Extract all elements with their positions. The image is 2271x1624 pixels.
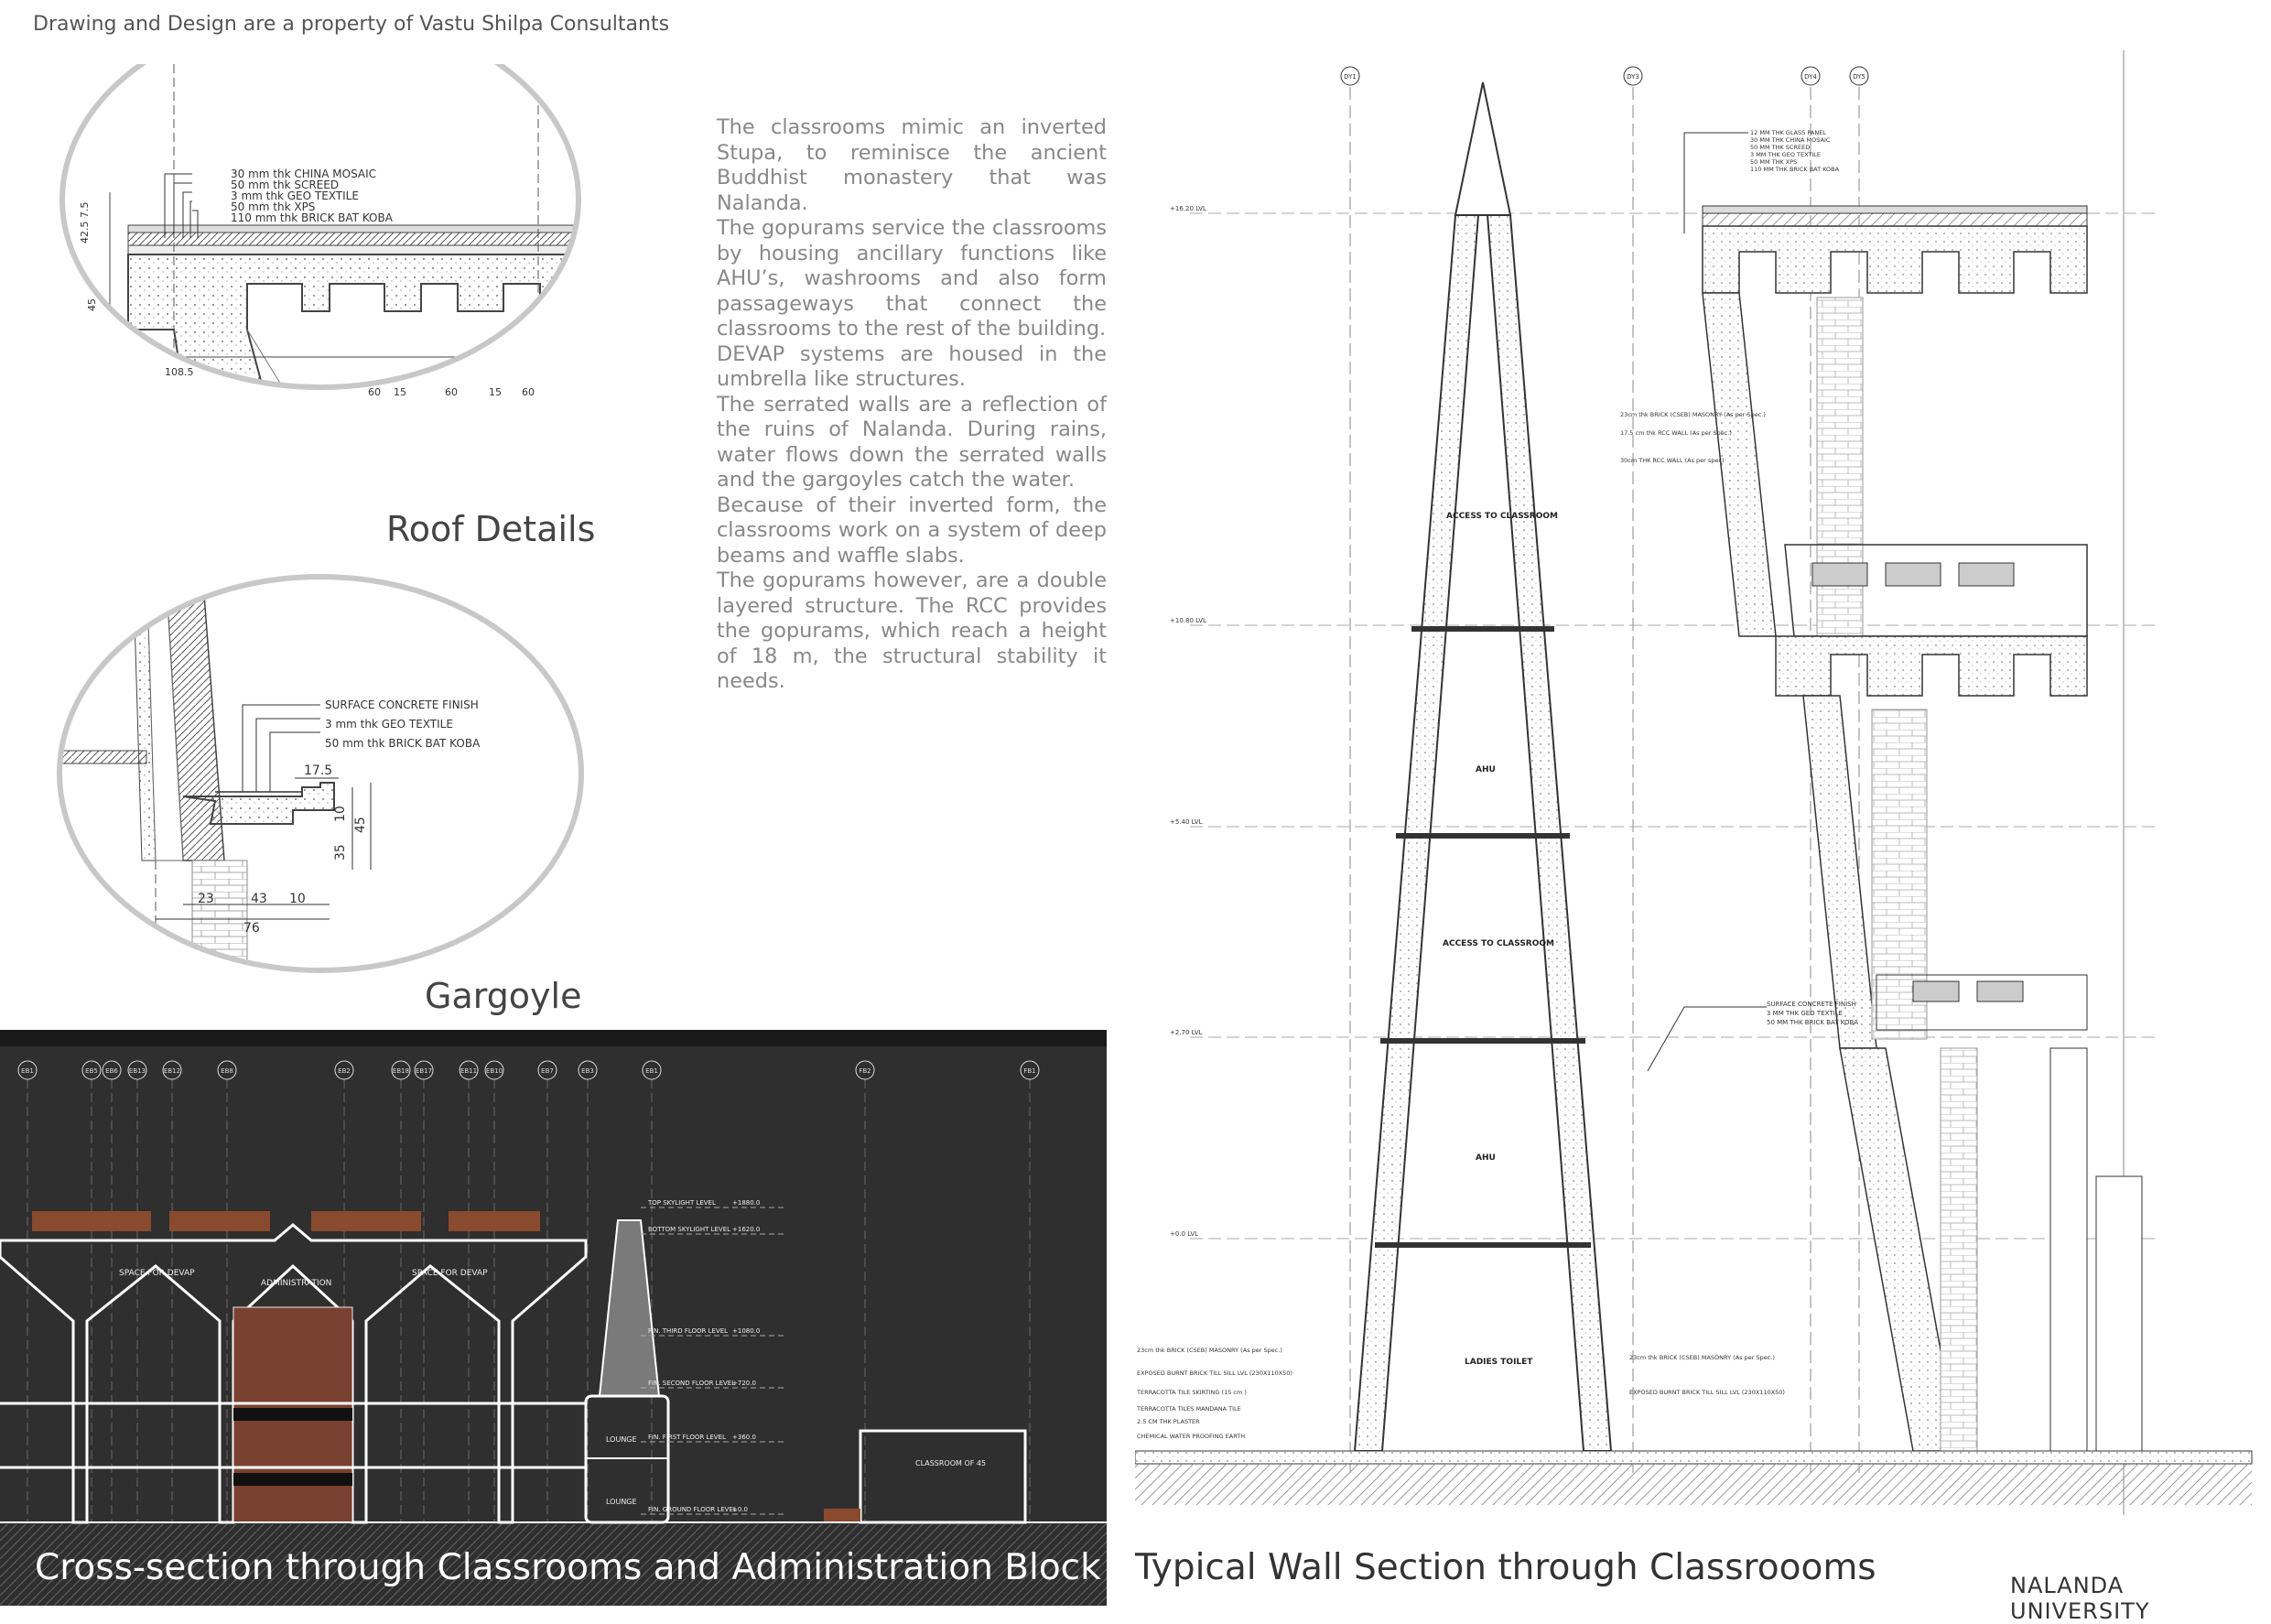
- room-label: SPACE FOR DEVAP: [119, 1269, 195, 1278]
- level-label: FIN. THIRD FLOOR LEVEL: [648, 1327, 729, 1335]
- roof-dim: 60: [368, 386, 381, 398]
- wall-note: SURFACE CONCRETE FINISH: [1767, 1001, 1856, 1008]
- grid-bubble-label: DY4: [1804, 73, 1817, 81]
- wall-note: 50 MM THK BRICK BAT KOBA: [1767, 1019, 1859, 1026]
- university-name: NALANDA UNIVERSITY: [2010, 1573, 2150, 1624]
- gargoyle-dim: 10: [289, 892, 306, 906]
- gargoyle-dim: 43: [251, 892, 267, 906]
- cross-section-caption: Cross-section through Classrooms and Administration Block: [35, 1547, 1101, 1588]
- grid-bubble-label: EB10: [485, 1067, 503, 1075]
- wall-note: 50 MM THK XPS: [1750, 158, 1798, 166]
- roof-details-title: Roof Details: [386, 509, 596, 549]
- grid-bubble-label: EB6: [105, 1067, 118, 1075]
- roof-dim: 15: [394, 386, 406, 398]
- wall-note: 30 MM THK CHINA MOSAIC: [1750, 136, 1831, 144]
- wall-note: 23cm thk BRICK (CSEB) MASONRY (As per Spec.): [1629, 1354, 1775, 1361]
- grid-bubble-label: DY5: [1853, 73, 1865, 81]
- grid-bubble-label: EB7: [541, 1067, 554, 1075]
- panel-top-bar: [0, 1030, 1107, 1046]
- level-tags: [1170, 205, 1206, 1238]
- level-label: TOP SKYLIGHT LEVEL: [648, 1199, 716, 1207]
- gargoyle-drawing: [27, 558, 595, 989]
- gargoyle-title: Gargoyle: [425, 976, 582, 1016]
- description-paragraph: The classrooms mimic an inverted Stupa, to reminisce the ancient Buddhist monastery that was Nalanda.: [717, 115, 1107, 215]
- gargoyle-layer: 50 mm thk BRICK BAT KOBA: [325, 737, 481, 750]
- roof-layer: 30 mm thk CHINA MOSAIC: [231, 168, 377, 180]
- level-label: FIN. SECOND FLOOR LEVEL: [648, 1380, 736, 1387]
- description-paragraph: DEVAP systems are housed in the umbrella like structures.: [717, 341, 1107, 391]
- room-label: SPACE FOR DEVAP: [412, 1269, 488, 1278]
- grid-bubble-label: EB2: [338, 1067, 351, 1075]
- gargoyle-layer: 3 mm thk GEO TEXTILE: [325, 718, 453, 731]
- roof-layer: 110 mm thk BRICK BAT KOBA: [231, 211, 393, 224]
- description-paragraph: Because of their inverted form, the classrooms work on a system of deep beams and waffle slabs.: [717, 493, 1107, 568]
- grid-bubble-label: EB1: [21, 1067, 34, 1075]
- grid-bubble-label: DY1: [1344, 73, 1357, 81]
- gargoyle-dim: 76: [243, 921, 260, 936]
- grid-bubble-label: EB18: [392, 1067, 410, 1075]
- level-value: +0.0: [732, 1506, 748, 1513]
- roof-dim: 45: [86, 298, 98, 311]
- roof-layer: 50 mm thk SCREED: [231, 179, 340, 191]
- wall-note: 110 MM THK BRICK BAT KOBA: [1750, 166, 1840, 173]
- level-label: FIN. GROUND FLOOR LEVEL: [648, 1506, 737, 1513]
- wall-room-label: AHU: [1476, 765, 1496, 774]
- wall-room-label: ACCESS TO CLASSROOM: [1446, 512, 1558, 521]
- wall-room-label: ACCESS TO CLASSROOM: [1443, 939, 1554, 948]
- wall-section-caption: Typical Wall Section through Classroooms: [1135, 1547, 1876, 1588]
- roof-dim: 60: [522, 386, 535, 398]
- wall-section-drawing: [1135, 50, 2271, 1543]
- grid-bubble-label: EB1: [645, 1067, 658, 1075]
- gargoyle-dim: 10: [333, 806, 348, 822]
- wall-room-label: AHU: [1476, 1153, 1496, 1163]
- wall-note: 3 MM THK GEO TEXTILE: [1767, 1010, 1843, 1017]
- grid-bubble-label: EB17: [415, 1067, 433, 1075]
- wall-note: 23cm thk BRICK (CSEB) MASONRY (As per Spec.): [1620, 411, 1766, 418]
- level-value: +1620.0: [732, 1226, 761, 1233]
- room-label: LOUNGE: [606, 1435, 637, 1444]
- wall-note: TERRACOTTA TILES MANDANA TILE: [1137, 1405, 1241, 1413]
- wall-note: TERRACOTTA TILE SKIRTING (15 cm ): [1137, 1389, 1247, 1396]
- grid-bubble-label: EB11: [460, 1067, 478, 1075]
- wall-room-label: LADIES TOILET: [1465, 1358, 1533, 1367]
- description-paragraph: The gopurams service the classrooms by housing ancillary functions like AHU’s, washrooms and also form passageways that connect the classrooms to the rest of the building.: [717, 216, 1107, 341]
- level-label: FIN. FIRST FLOOR LEVEL: [648, 1434, 726, 1441]
- wall-note: EXPOSED BURNT BRICK TILL SILL LVL (230X110X50): [1137, 1370, 1292, 1377]
- grid-bubbles: [1341, 67, 1868, 85]
- level-tag: +0.0 LVL: [1170, 1230, 1199, 1238]
- cross-section-drawing: [0, 1046, 1107, 1606]
- gargoyle-dim: 35: [333, 844, 348, 861]
- level-tag: +10.80 LVL: [1170, 617, 1206, 624]
- level-value: +1880.0: [732, 1199, 761, 1207]
- wall-note: 2.5 CM THK PLASTER: [1137, 1418, 1200, 1425]
- level-value: +720.0: [732, 1380, 756, 1387]
- roof-dim: 60: [445, 386, 458, 398]
- room-label: ADMINISTRATION: [261, 1279, 332, 1288]
- grid-bubble-label: FB2: [859, 1067, 871, 1075]
- gargoyle-dim: 17.5: [304, 763, 333, 778]
- level-tag: +2.70 LVL: [1170, 1029, 1203, 1036]
- wall-note: EXPOSED BURNT BRICK TILL SILL LVL (230X110X50): [1629, 1389, 1785, 1396]
- gargoyle-layer: SURFACE CONCRETE FINISH: [325, 698, 479, 711]
- wall-note: CHEMICAL WATER PROOFING EARTH: [1137, 1433, 1246, 1440]
- grid-bubble-label: EB13: [128, 1067, 146, 1075]
- wall-note: 30cm THK RCC WALL (As per spec): [1620, 457, 1725, 464]
- level-tag: +16.20 LVL: [1170, 205, 1206, 212]
- roof-dim: 7.5: [79, 201, 91, 218]
- wall-note: 23cm thk BRICK (CSEB) MASONRY (As per Spec.): [1137, 1347, 1282, 1354]
- wall-note: 17.5 cm thk RCC WALL (As per Spec.): [1620, 429, 1732, 437]
- grid-bubbles: [18, 1061, 1039, 1522]
- grid-bubble-label: EB3: [581, 1067, 594, 1075]
- grid-bubble-label: EB8: [221, 1067, 233, 1075]
- level-value: +1080.0: [732, 1327, 761, 1335]
- grid-bubble-label: EB5: [85, 1067, 98, 1075]
- description-paragraph: The gopurams however, are a double layered structure. The RCC provides the gopurams, which reach a height of 18 m, the structural stability it needs.: [717, 568, 1107, 693]
- description-paragraph: The serrated walls are a reflection of the ruins of Nalanda. During rains, water flows down the serrated walls and the gargoyles catch the water.: [717, 392, 1107, 492]
- gargoyle-dim: 45: [353, 817, 368, 833]
- room-label: CLASSROOM OF 45: [915, 1459, 987, 1467]
- grid-bubble-label: EB12: [163, 1067, 181, 1075]
- grid-bubble-label: DY3: [1627, 73, 1639, 81]
- level-markers: [641, 1199, 787, 1514]
- roof-layer: 50 mm thk XPS: [231, 200, 316, 213]
- grid-bubble-label: FB1: [1023, 1067, 1036, 1075]
- roof-layer: 3 mm thk GEO TEXTILE: [231, 189, 359, 202]
- roof-dim: 15: [489, 386, 502, 398]
- credit-note: Drawing and Design are a property of Vastu Shilpa Consultants: [33, 13, 670, 36]
- wall-note: 12 MM THK GLASS PANEL: [1750, 129, 1826, 136]
- roof-dim: 108.5: [165, 366, 194, 378]
- roof-detail-drawing: [27, 64, 595, 522]
- wall-note: 50 MM THK SCREED: [1750, 144, 1811, 151]
- gargoyle-dim: 23: [198, 892, 214, 906]
- room-label: LOUNGE: [606, 1498, 637, 1506]
- level-value: +360.0: [732, 1434, 756, 1441]
- wall-note: 3 MM THK GEO TEXTILE: [1750, 151, 1822, 158]
- level-label: BOTTOM SKYLIGHT LEVEL: [648, 1226, 731, 1233]
- level-tag: +5.40 LVL: [1170, 818, 1203, 826]
- roof-dim: 42.5: [79, 221, 91, 244]
- design-description: [717, 115, 1107, 695]
